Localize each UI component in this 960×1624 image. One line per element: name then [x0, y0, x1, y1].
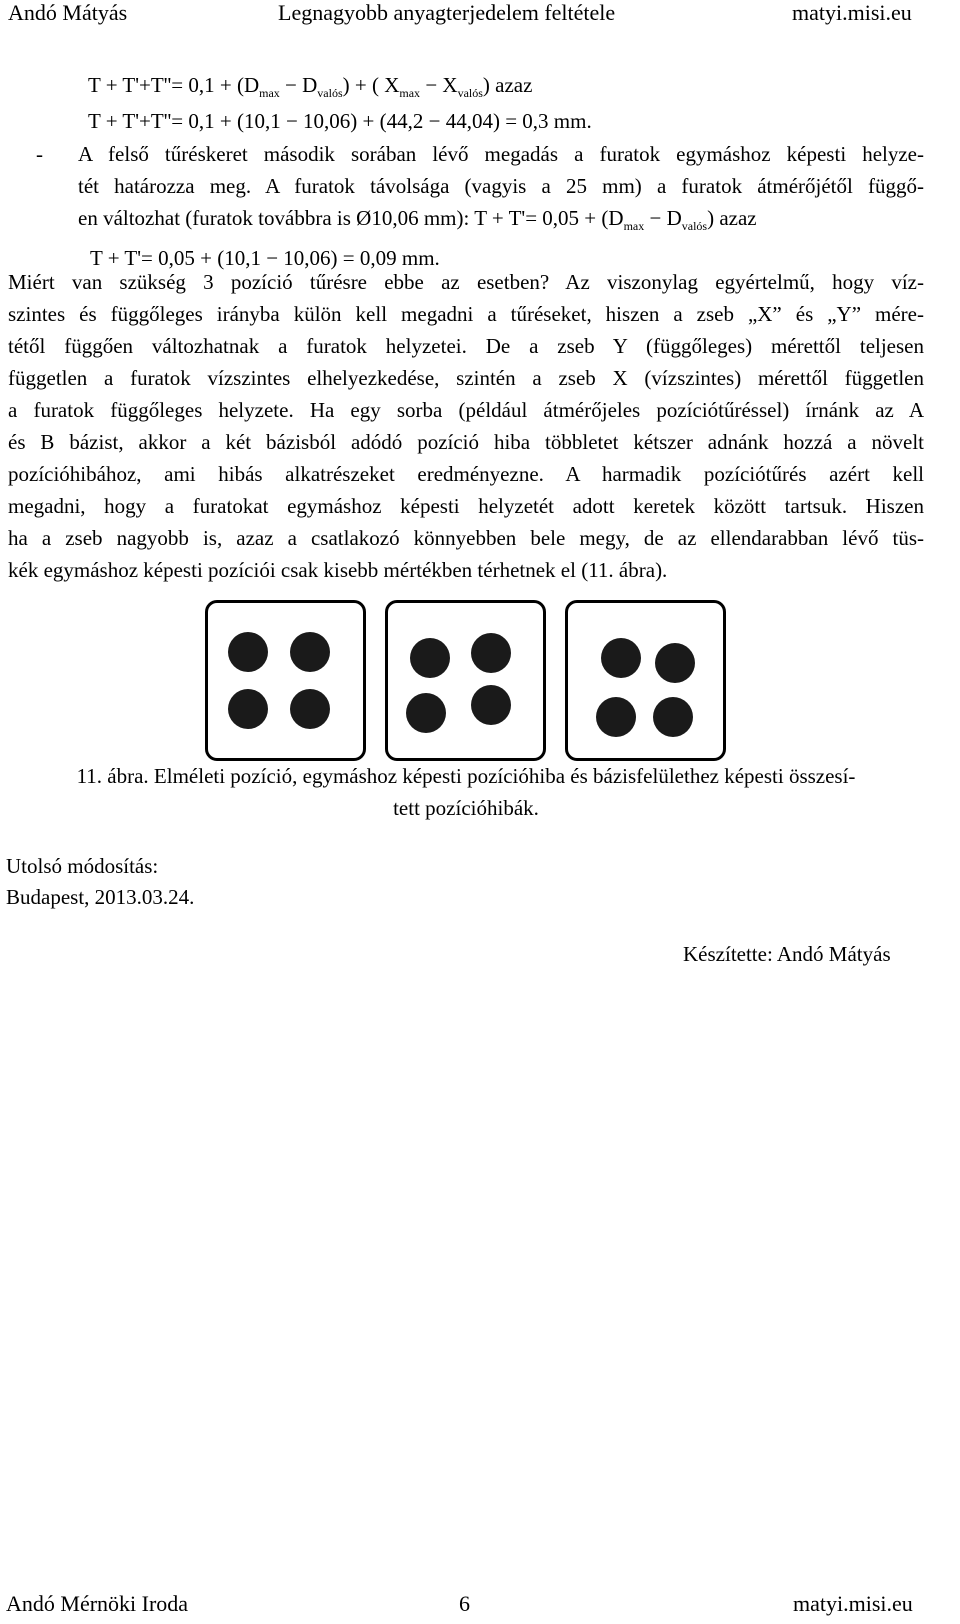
caption-line-2: tett pozícióhibák.: [393, 796, 539, 820]
bullet-line-3-text: en változhat (furatok továbbra is Ø10,06 mm):: [78, 206, 470, 230]
paragraph-line: a furatok függőleges helyzete. Ha egy sorba (például átmérőjeles pozíciótűréssel) írnánk az A: [8, 398, 924, 422]
paragraph-line: független a furatok vízszintes elhelyezkedése, szintén a zseb X (vízszintes) mérettől független: [8, 366, 924, 390]
hole-dot: [601, 638, 641, 678]
bullet-formula-end: ) azaz: [707, 206, 757, 230]
paragraph-line: kék egymáshoz képesti pozíciói csak kisebb mértékben térhetnek el (11. ábra).: [8, 558, 668, 582]
hole-dot: [290, 689, 330, 729]
paragraph-line: pozícióhibához, ami hibás alkatrészeket eredményezne. A harmadik pozíciótűrés azért kell: [8, 462, 924, 486]
formula-1: [88, 73, 532, 101]
formula-1-sub-max: max: [259, 86, 280, 100]
formula-1-minus-2: − X: [425, 73, 458, 97]
figure-box-relative-error: [385, 600, 546, 761]
bullet-line-4: T + T'= 0,05 + (10,1 − 10,06) = 0,09 mm.: [90, 246, 440, 270]
header-title: Legnagyobb anyagterjedelem feltétele: [278, 0, 616, 25]
bullet-line-2: tét határozza meg. A furatok távolsága (vagyis a 25 mm) a furatok átmérőjétől függő-: [78, 174, 924, 198]
paragraph-line: ha a zseb nagyobb is, azaz a csatlakozó könnyebben bele megy, de az ellendarabban lévő tüs-: [8, 526, 924, 550]
bullet-text: [78, 138, 924, 274]
paragraph-line: szintes és függőleges irányba külön kell megadni a tűréseket, hiszen a zseb „X” és „Y” mére-: [8, 302, 924, 326]
formula-1-minus: − D: [285, 73, 318, 97]
paragraph-line: Miért van szükség 3 pozíció tűrésre ebbe az esetben? Az viszonylag egyértelmű, hogy víz-: [8, 270, 924, 294]
hole-dot: [406, 693, 446, 733]
paragraph-line: megadni, hogy a furatokat egymáshoz képesti helyzetét adott keretek között tartsuk. Hiszen: [8, 494, 924, 518]
body-paragraph: [8, 266, 924, 586]
hole-dot: [410, 638, 450, 678]
bullet-line-3: [78, 202, 924, 242]
paragraph-line: tétől függően változhatnak a furatok helyzetei. De a zseb Y (függőleges) mérettől teljesen: [8, 334, 924, 358]
formula-1-sub-max-2: max: [399, 86, 421, 100]
bullet-formula-sub-valos: valós: [681, 219, 708, 233]
hole-dot: [228, 689, 268, 729]
caption-line-1: 11. ábra. Elméleti pozíció, egymáshoz képesti pozícióhiba és bázisfelülethez képesti összesí-: [76, 764, 856, 788]
hole-dot: [653, 697, 693, 737]
figure-caption: [8, 760, 924, 824]
bullet-dash: -: [36, 142, 43, 166]
author-signature: Készítette: Andó Mátyás: [683, 942, 891, 966]
formula-1-end: ) azaz: [482, 73, 533, 97]
bullet-line-1: A felső tűréskeret második sorában lévő megadás a furatok egymáshoz képesti helyze-: [78, 142, 924, 166]
formula-1-sub-valos: valós: [317, 86, 343, 100]
hole-dot: [228, 632, 268, 672]
bullet-formula: [474, 206, 757, 233]
paragraph-line: és B bázist, akkor a két bázisból adódó pozíció hiba többletet kétszer adnánk hozzá a növelt: [8, 430, 924, 454]
modified-date: Budapest, 2013.03.24.: [6, 885, 195, 909]
hole-dot: [655, 643, 695, 683]
page-number: 6: [459, 1591, 470, 1616]
header-author: Andó Mátyás: [8, 0, 128, 25]
figure-box-theoretical: [205, 600, 366, 761]
hole-dot: [471, 685, 511, 725]
figure-box-datum-error: [565, 600, 726, 761]
modified-label: Utolsó módosítás:: [6, 854, 159, 878]
header-site: matyi.misi.eu: [792, 0, 912, 25]
footer-company: Andó Mérnöki Iroda: [6, 1591, 189, 1616]
formula-1-sub-valos-2: valós: [457, 86, 483, 100]
bullet-formula-minus: − D: [649, 206, 682, 230]
hole-dot: [596, 697, 636, 737]
bullet-formula-lhs: T + T'= 0,05 + (D: [474, 206, 624, 230]
formula-2: T + T'+T''= 0,1 + (10,1 − 10,06) + (44,2 − 44,04) = 0,3 mm.: [88, 109, 592, 133]
formula-1-lhs: T + T'+T''= 0,1 + (D: [88, 73, 260, 97]
footer-site: matyi.misi.eu: [793, 1591, 913, 1616]
bullet-formula-sub-max: max: [623, 219, 645, 233]
formula-1-mid: ) + ( X: [342, 73, 400, 97]
hole-dot: [471, 633, 511, 673]
hole-dot: [290, 632, 330, 672]
